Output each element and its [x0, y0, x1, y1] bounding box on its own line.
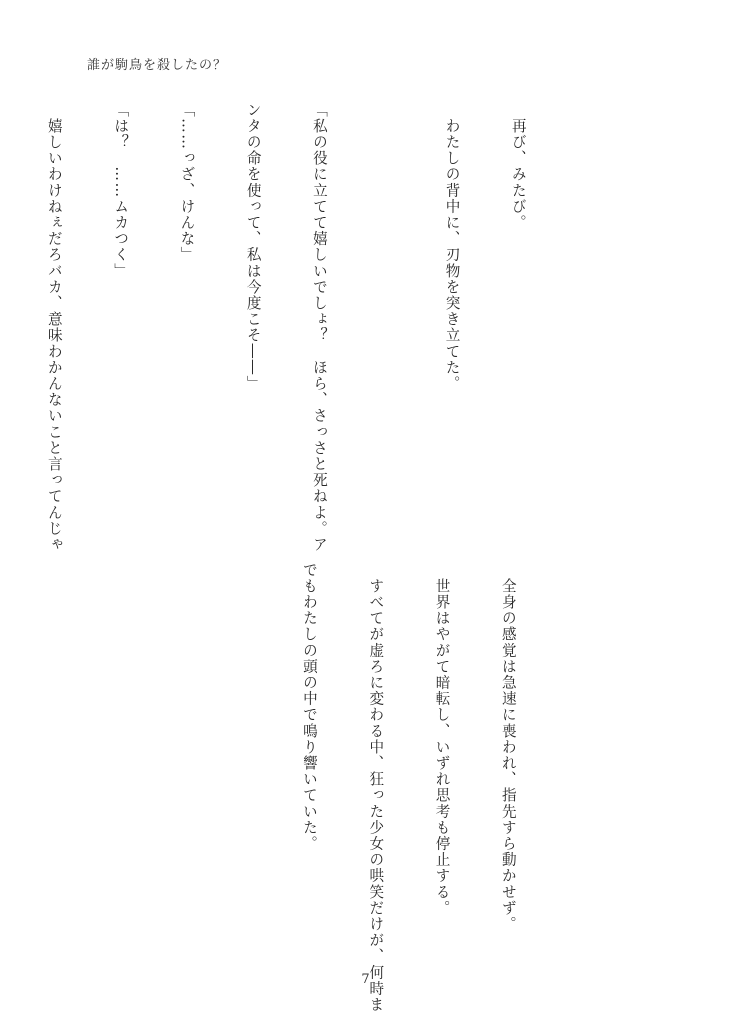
main-text-lower: [276, 562, 563, 1013]
main-text-upper: [0, 102, 573, 553]
text-line: でもわたしの頭の中で鳴り響いていた。: [300, 562, 318, 852]
text-line: [374, 102, 396, 542]
text-line: わたしの背中に、刃物を突き立てた。: [443, 102, 461, 392]
text-line: すべてが虚ろに変わる中、狂った少女の哄笑だけが、何時ま: [367, 562, 385, 1013]
text-line: 「私の役に立てて嬉しいでしょ？ ほら、さっさと死ねよ。ア: [310, 102, 328, 553]
text-line: 再び、みたび。: [509, 102, 527, 231]
running-header: 誰が駒鳥を殺したの？: [87, 58, 228, 73]
text-line: 嬉しいわけねぇだろバカ、意味わかんないこと言ってんじゃ: [45, 102, 63, 553]
text-line: 全身の感覚は急速に喪われ、指先すら動かせず。: [499, 562, 517, 933]
page-number: 7: [361, 972, 370, 987]
text-line: 「……っざ、けんな」: [178, 102, 196, 263]
text-line: ンタの命を使って、私は今度こそ――」: [244, 102, 262, 392]
text-line: 「は？ ……ムカつく」: [112, 102, 130, 280]
text-line: 世界はやがて暗転し、いずれ思考も停止する。: [433, 562, 451, 917]
